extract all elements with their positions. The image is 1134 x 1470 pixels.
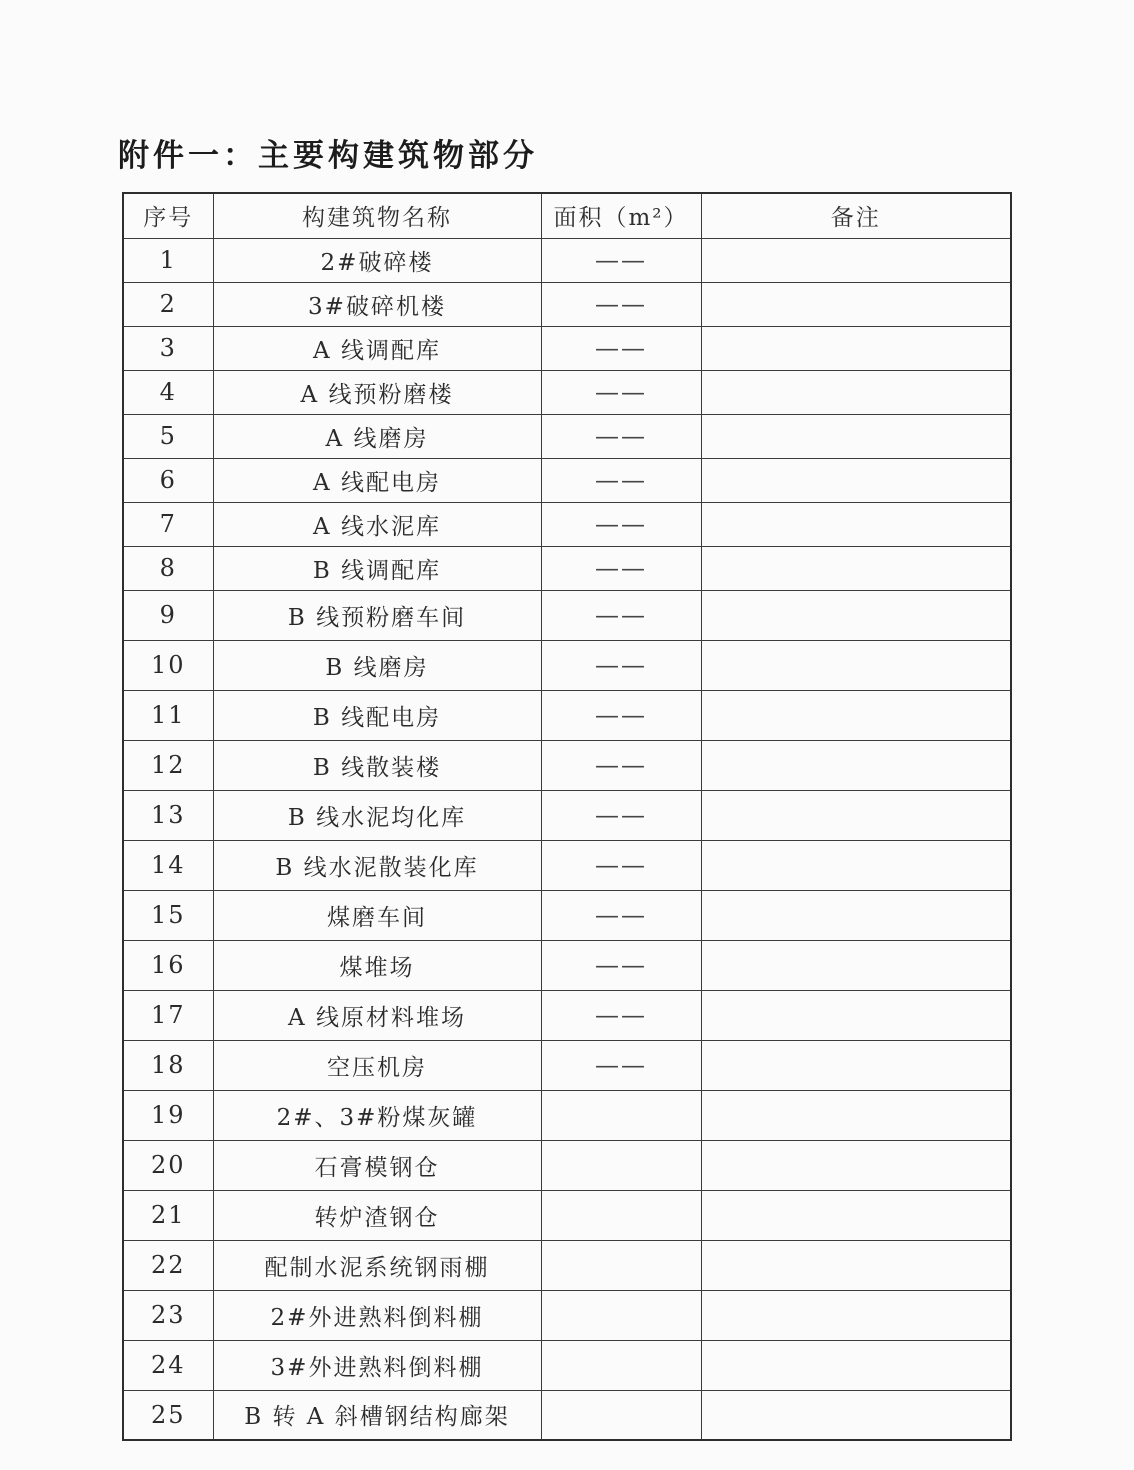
row-number-cell: 9 bbox=[123, 590, 213, 640]
row-number-cell: 3 bbox=[123, 326, 213, 370]
row-number-cell: 5 bbox=[123, 414, 213, 458]
area-cell: —— bbox=[541, 370, 701, 414]
row-number-cell: 22 bbox=[123, 1240, 213, 1290]
note-cell bbox=[701, 282, 1011, 326]
area-cell: —— bbox=[541, 840, 701, 890]
row-number-cell: 4 bbox=[123, 370, 213, 414]
table-row bbox=[123, 890, 1011, 940]
row-number-cell: 2 bbox=[123, 282, 213, 326]
page-title: 附件一：主要构建筑物部分 bbox=[118, 138, 538, 174]
building-name-cell: 煤磨车间 bbox=[213, 890, 541, 940]
building-name-cell: B 线预粉磨车间 bbox=[213, 590, 541, 640]
header-serial-number: 序号 bbox=[123, 193, 213, 238]
area-cell bbox=[541, 1090, 701, 1140]
note-cell bbox=[701, 1390, 1011, 1440]
row-number-cell: 16 bbox=[123, 940, 213, 990]
building-name-cell: 配制水泥系统钢雨棚 bbox=[213, 1240, 541, 1290]
note-cell bbox=[701, 238, 1011, 282]
table-row bbox=[123, 1140, 1011, 1190]
area-cell bbox=[541, 1190, 701, 1240]
area-cell: —— bbox=[541, 282, 701, 326]
note-cell bbox=[701, 1240, 1011, 1290]
table-row bbox=[123, 1390, 1011, 1440]
building-name-cell: B 线水泥均化库 bbox=[213, 790, 541, 840]
row-number-cell: 7 bbox=[123, 502, 213, 546]
table-row bbox=[123, 1240, 1011, 1290]
row-number-cell: 18 bbox=[123, 1040, 213, 1090]
note-cell bbox=[701, 1340, 1011, 1390]
building-name-cell: B 转 A 斜槽钢结构廊架 bbox=[213, 1390, 541, 1440]
building-name-cell: 煤堆场 bbox=[213, 940, 541, 990]
main-table bbox=[122, 192, 1012, 1441]
note-cell bbox=[701, 370, 1011, 414]
area-cell: —— bbox=[541, 790, 701, 840]
area-cell: —— bbox=[541, 940, 701, 990]
table-row bbox=[123, 414, 1011, 458]
note-cell bbox=[701, 1140, 1011, 1190]
area-cell: —— bbox=[541, 1040, 701, 1090]
table-row bbox=[123, 546, 1011, 590]
building-name-cell: 3#外进熟料倒料棚 bbox=[213, 1340, 541, 1390]
building-name-cell: 空压机房 bbox=[213, 1040, 541, 1090]
row-number-cell: 13 bbox=[123, 790, 213, 840]
building-name-cell: A 线原材料堆场 bbox=[213, 990, 541, 1040]
row-number-cell: 10 bbox=[123, 640, 213, 690]
row-number-cell: 21 bbox=[123, 1190, 213, 1240]
note-cell bbox=[701, 1190, 1011, 1240]
table-row bbox=[123, 940, 1011, 990]
table-row bbox=[123, 1190, 1011, 1240]
table-row bbox=[123, 1290, 1011, 1340]
area-cell: —— bbox=[541, 890, 701, 940]
table-row bbox=[123, 502, 1011, 546]
table-row bbox=[123, 238, 1011, 282]
table-row bbox=[123, 740, 1011, 790]
table-row bbox=[123, 840, 1011, 890]
building-name-cell: A 线磨房 bbox=[213, 414, 541, 458]
table-row bbox=[123, 282, 1011, 326]
table-row bbox=[123, 590, 1011, 640]
note-cell bbox=[701, 840, 1011, 890]
building-name-cell: A 线水泥库 bbox=[213, 502, 541, 546]
row-number-cell: 6 bbox=[123, 458, 213, 502]
table-body bbox=[123, 238, 1011, 1440]
table-row bbox=[123, 690, 1011, 740]
note-cell bbox=[701, 590, 1011, 640]
note-cell bbox=[701, 502, 1011, 546]
area-cell: —— bbox=[541, 502, 701, 546]
area-cell: —— bbox=[541, 326, 701, 370]
row-number-cell: 24 bbox=[123, 1340, 213, 1390]
note-cell bbox=[701, 790, 1011, 840]
table-row bbox=[123, 1040, 1011, 1090]
note-cell bbox=[701, 990, 1011, 1040]
note-cell bbox=[701, 1090, 1011, 1140]
area-cell: —— bbox=[541, 640, 701, 690]
table-row bbox=[123, 990, 1011, 1040]
table-row bbox=[123, 640, 1011, 690]
building-name-cell: B 线散装楼 bbox=[213, 740, 541, 790]
note-cell bbox=[701, 458, 1011, 502]
row-number-cell: 23 bbox=[123, 1290, 213, 1340]
row-number-cell: 14 bbox=[123, 840, 213, 890]
building-name-cell: 转炉渣钢仓 bbox=[213, 1190, 541, 1240]
building-name-cell: A 线配电房 bbox=[213, 458, 541, 502]
building-name-cell: B 线磨房 bbox=[213, 640, 541, 690]
area-cell bbox=[541, 1390, 701, 1440]
note-cell bbox=[701, 326, 1011, 370]
building-name-cell: A 线调配库 bbox=[213, 326, 541, 370]
table-row bbox=[123, 458, 1011, 502]
table-row bbox=[123, 1090, 1011, 1140]
header-area: 面积（m²） bbox=[541, 193, 701, 238]
row-number-cell: 25 bbox=[123, 1390, 213, 1440]
table-header-row bbox=[123, 193, 1011, 238]
note-cell bbox=[701, 640, 1011, 690]
area-cell: —— bbox=[541, 740, 701, 790]
area-cell: —— bbox=[541, 414, 701, 458]
area-cell bbox=[541, 1140, 701, 1190]
building-name-cell: 石膏模钢仓 bbox=[213, 1140, 541, 1190]
building-name-cell: 3#破碎机楼 bbox=[213, 282, 541, 326]
building-name-cell: A 线预粉磨楼 bbox=[213, 370, 541, 414]
row-number-cell: 17 bbox=[123, 990, 213, 1040]
building-name-cell: B 线水泥散装化库 bbox=[213, 840, 541, 890]
area-cell: —— bbox=[541, 990, 701, 1040]
area-cell: —— bbox=[541, 458, 701, 502]
row-number-cell: 20 bbox=[123, 1140, 213, 1190]
row-number-cell: 15 bbox=[123, 890, 213, 940]
note-cell bbox=[701, 1290, 1011, 1340]
area-cell: —— bbox=[541, 590, 701, 640]
note-cell bbox=[701, 740, 1011, 790]
table-row bbox=[123, 370, 1011, 414]
row-number-cell: 1 bbox=[123, 238, 213, 282]
table-row bbox=[123, 326, 1011, 370]
note-cell bbox=[701, 1040, 1011, 1090]
table-row bbox=[123, 790, 1011, 840]
header-remarks: 备注 bbox=[701, 193, 1011, 238]
building-name-cell: 2#、3#粉煤灰罐 bbox=[213, 1090, 541, 1140]
row-number-cell: 8 bbox=[123, 546, 213, 590]
building-name-cell: 2#外进熟料倒料棚 bbox=[213, 1290, 541, 1340]
row-number-cell: 12 bbox=[123, 740, 213, 790]
area-cell bbox=[541, 1340, 701, 1390]
row-number-cell: 11 bbox=[123, 690, 213, 740]
row-number-cell: 19 bbox=[123, 1090, 213, 1140]
header-building-name: 构建筑物名称 bbox=[213, 193, 541, 238]
area-cell bbox=[541, 1240, 701, 1290]
area-cell: —— bbox=[541, 546, 701, 590]
note-cell bbox=[701, 546, 1011, 590]
note-cell bbox=[701, 690, 1011, 740]
building-name-cell: B 线调配库 bbox=[213, 546, 541, 590]
area-cell: —— bbox=[541, 690, 701, 740]
area-cell: —— bbox=[541, 238, 701, 282]
building-name-cell: 2#破碎楼 bbox=[213, 238, 541, 282]
building-name-cell: B 线配电房 bbox=[213, 690, 541, 740]
note-cell bbox=[701, 890, 1011, 940]
table-row bbox=[123, 1340, 1011, 1390]
note-cell bbox=[701, 940, 1011, 990]
note-cell bbox=[701, 414, 1011, 458]
area-cell bbox=[541, 1290, 701, 1340]
